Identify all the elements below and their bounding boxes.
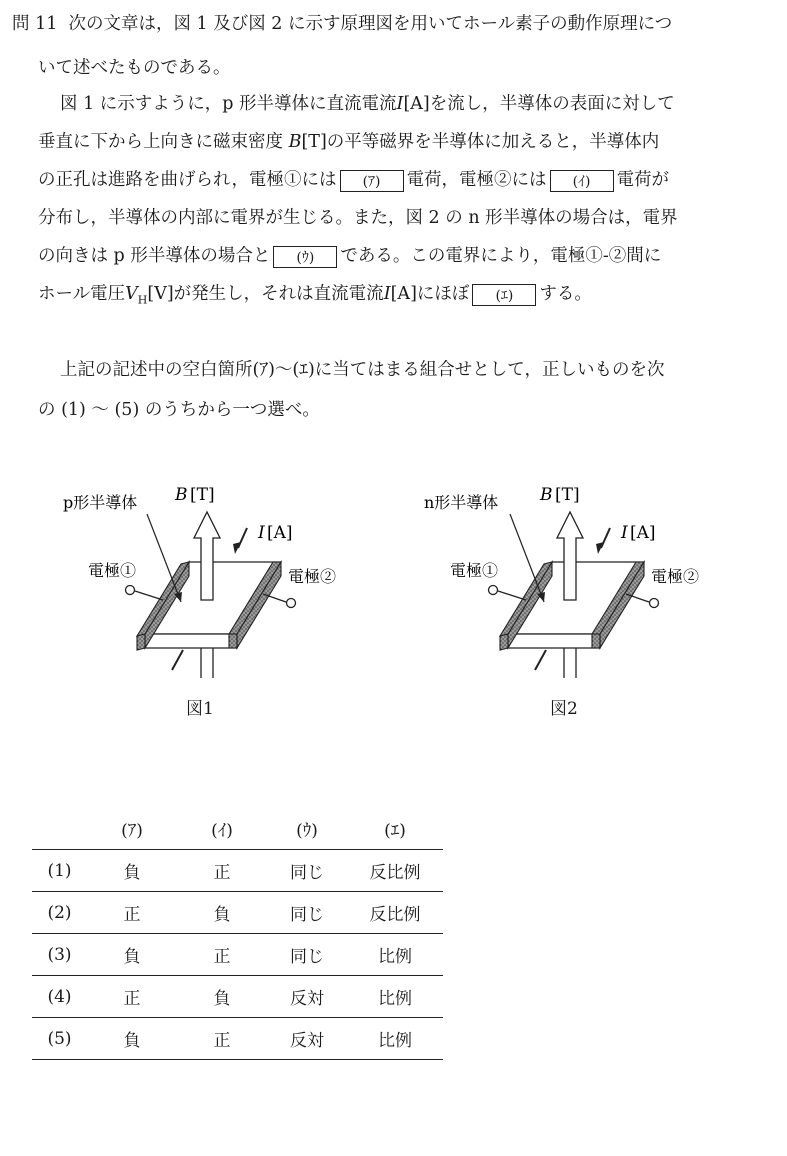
current-unit: [A] <box>267 523 293 543</box>
blank-a: (ｱ) <box>340 170 404 192</box>
table-cell: 比例 <box>347 1018 443 1060</box>
table-header-cell: (ｱ) <box>87 808 177 850</box>
question-number: 問 11 <box>12 14 58 34</box>
table-cell: 同じ <box>267 934 347 976</box>
blank-i: (ｲ) <box>550 170 614 192</box>
table-row <box>32 850 443 892</box>
answer-table <box>32 808 443 1060</box>
table-cell: 比例 <box>347 976 443 1018</box>
table-cell: 正 <box>177 850 267 892</box>
table-cell: 比例 <box>347 934 443 976</box>
table-cell: 正 <box>177 1018 267 1060</box>
option-number: (4) <box>32 976 87 1018</box>
paragraph-line-2: 垂直に下から上向きに磁束密度 B[T]の平等磁界を半導体に加えると，半導体内 <box>38 132 660 152</box>
option-number: (5) <box>32 1018 87 1060</box>
table-cell: 正 <box>177 934 267 976</box>
table-header-cell: (ｴ) <box>347 808 443 850</box>
question-line-2: いて述べたものである。 <box>38 58 231 78</box>
blank-e: (ｴ) <box>472 284 536 306</box>
instruction-line-2: の (1) ～ (5) のうちから一つ選べ。 <box>38 400 320 420</box>
instruction-line-1: 上記の記述中の空白箇所(ｱ)～(ｴ)に当てはまる組合せとして，正しいものを次 <box>60 360 665 380</box>
figure-1-caption: 図1 <box>186 699 214 719</box>
option-number: (3) <box>32 934 87 976</box>
table-cell: 同じ <box>267 892 347 934</box>
terminal-1-icon <box>489 586 498 595</box>
paragraph-line-1: 図 1 に示すように，p 形半導体に直流電流I[A]を流し，半導体の表面に対して <box>60 94 675 114</box>
field-unit: [T] <box>555 485 580 505</box>
semiconductor-label: p形半導体 <box>63 493 138 512</box>
table-cell: 反対 <box>267 976 347 1018</box>
table-cell: 正 <box>87 976 177 1018</box>
table-header-cell <box>32 808 87 850</box>
option-number: (2) <box>32 892 87 934</box>
table-header-cell: (ｳ) <box>267 808 347 850</box>
field-label: B <box>540 485 553 505</box>
table-cell: 同じ <box>267 850 347 892</box>
paragraph-line-4: 分布し，半導体の内部に電界が生じる。また，図 2 の n 形半導体の場合は，電界 <box>38 208 678 228</box>
table-cell: 負 <box>87 1018 177 1060</box>
paragraph-line-5: の向きは p 形半導体の場合と (ｳ) である。この電界により，電極①-②間に <box>38 246 662 266</box>
semiconductor-pointer <box>510 514 544 602</box>
table-row <box>32 976 443 1018</box>
current-label: I <box>621 523 628 543</box>
figure-2-caption: 図2 <box>550 699 578 719</box>
table-cell: 反比例 <box>347 892 443 934</box>
semiconductor-label: n形半導体 <box>424 493 499 512</box>
table-row <box>32 1018 443 1060</box>
table-row <box>32 892 443 934</box>
semiconductor-front-face <box>508 634 600 648</box>
question-text: 次の文章は，図 1 及び図 2 に示す原理図を用いてホール素子の動作原理につ <box>68 14 673 34</box>
table-cell: 反比例 <box>347 850 443 892</box>
option-number: (1) <box>32 850 87 892</box>
table-cell: 反対 <box>267 1018 347 1060</box>
current-label: I <box>258 523 265 543</box>
table-header-cell: (ｲ) <box>177 808 267 850</box>
current-unit: [A] <box>630 523 656 543</box>
semiconductor-pointer <box>147 514 181 602</box>
semiconductor-front-face <box>145 634 237 648</box>
field-unit: [T] <box>190 485 215 505</box>
table-cell: 負 <box>87 850 177 892</box>
blank-u: (ｳ) <box>273 246 337 268</box>
table-cell: 正 <box>87 892 177 934</box>
terminal-2-icon <box>650 599 659 608</box>
table-cell: 負 <box>87 934 177 976</box>
terminal-1-icon <box>126 586 135 595</box>
table-cell: 負 <box>177 976 267 1018</box>
electrode-1-label: 電極① <box>450 561 499 580</box>
table-row <box>32 934 443 976</box>
table-cell: 負 <box>177 892 267 934</box>
figure-1 <box>55 478 365 688</box>
electrode-2-label: 電極② <box>651 567 700 586</box>
terminal-2-icon <box>287 599 296 608</box>
question-line-1 <box>12 12 672 36</box>
paragraph-line-6: ホール電圧$V_H[V]$が発生し，それは直流電流I[A]にほぼ (ｴ) する。 <box>38 284 592 307</box>
paragraph-line-3: の正孔は進路を曲げられ，電極①には (ｱ) 電荷，電極②には (ｲ) 電荷が <box>38 170 670 190</box>
figure-2 <box>418 478 728 688</box>
table-header-row <box>32 808 443 850</box>
field-label: B <box>175 485 188 505</box>
electrode-2-label: 電極② <box>288 567 337 586</box>
electrode-1-label: 電極① <box>88 561 137 580</box>
